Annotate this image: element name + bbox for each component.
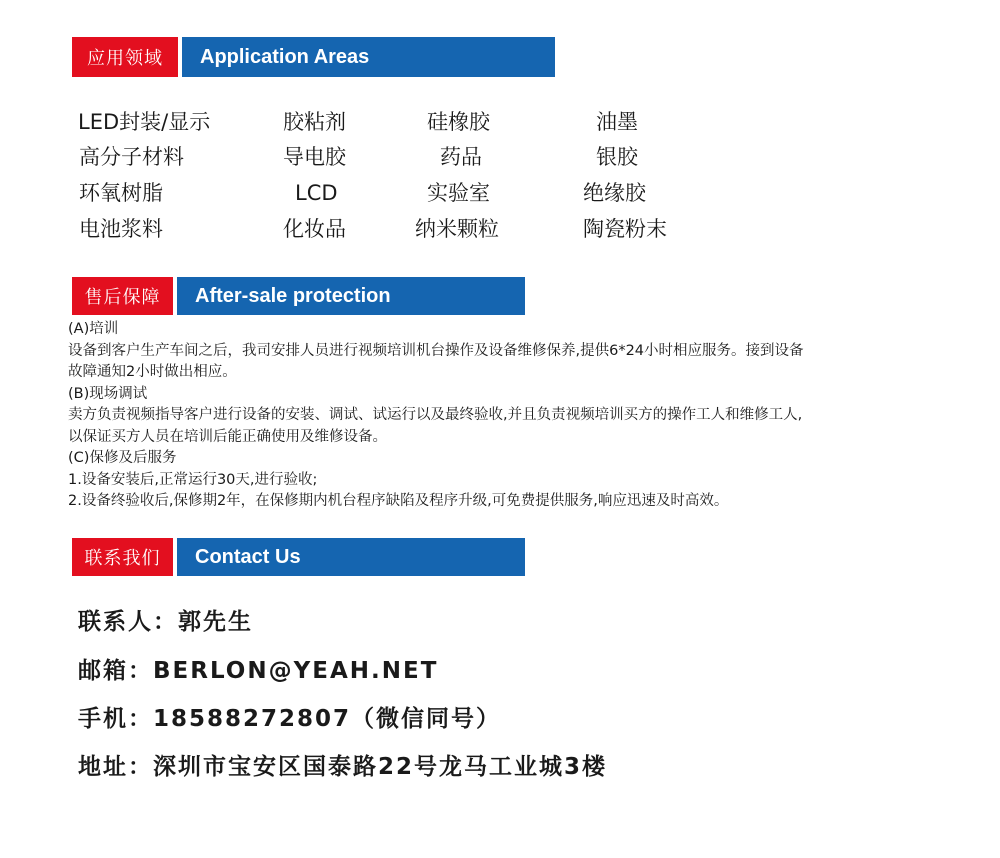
service-text-line: 设备到客户生产车间之后，我司安排人员进行视频培训机台操作及设备维修保养,提供6*24小时相应服务。接到设备 xyxy=(68,342,804,359)
contact-title-cn: 联系我们 xyxy=(72,538,173,576)
application-item: 银胶 xyxy=(596,145,638,169)
service-heading-training: (A)培训 xyxy=(68,321,119,337)
application-item: 胶粘剂 xyxy=(283,110,346,134)
application-item: 陶瓷粉末 xyxy=(583,217,667,241)
application-item: 油墨 xyxy=(596,110,638,134)
contact-person: 联系人：郭先生 xyxy=(78,609,253,635)
contact-title-en: Contact Us xyxy=(177,538,525,576)
after-sale-title-cn: 售后保障 xyxy=(72,277,173,315)
application-item: LED封装/显示 xyxy=(78,110,211,134)
service-text-line: 1.设备安装后,正常运行30天,进行验收; xyxy=(68,471,318,488)
service-text-line: 以保证买方人员在培训后能正确使用及维修设备。 xyxy=(68,428,387,445)
application-areas-header xyxy=(72,37,555,77)
after-sale-description xyxy=(68,319,968,513)
application-areas-title-en: Application Areas xyxy=(182,37,555,77)
application-item: 绝缘胶 xyxy=(583,181,646,205)
service-heading-warranty: (C)保修及后服务 xyxy=(68,450,177,466)
service-text-line: 卖方负责视频指导客户进行设备的安装、调试、试运行以及最终验收,并且负责视频培训买方的操作工人和维修工人, xyxy=(68,407,803,423)
application-item: 导电胶 xyxy=(283,145,346,169)
application-item: 化妆品 xyxy=(283,217,346,241)
application-item: 高分子材料 xyxy=(79,145,184,169)
application-item: LCD xyxy=(295,181,338,205)
application-item: 电池浆料 xyxy=(79,217,163,241)
application-areas-title-cn: 应用领域 xyxy=(72,37,178,77)
after-sale-title-en: After-sale protection xyxy=(177,277,525,315)
contact-phone: 手机：18588272807（微信同号） xyxy=(78,706,502,732)
after-sale-header xyxy=(72,277,525,315)
contact-header xyxy=(72,538,525,576)
application-item: 环氧树脂 xyxy=(79,181,163,205)
service-text-line: 故障通知2小时做出相应。 xyxy=(68,364,237,380)
application-item: 实验室 xyxy=(427,181,490,205)
contact-address: 地址：深圳市宝安区国泰路22号龙马工业城3楼 xyxy=(78,754,608,780)
application-item: 药品 xyxy=(440,145,482,169)
contact-email: 邮箱：BERLON@YEAH.NET xyxy=(78,658,439,684)
service-text-line: 2.设备终验收后,保修期2年，在保修期内机台程序缺陷及程序升级,可免费提供服务,响应迅速及时高效。 xyxy=(68,493,729,509)
service-heading-commissioning: (B)现场调试 xyxy=(68,385,148,402)
application-item: 纳米颗粒 xyxy=(415,217,499,241)
application-item: 硅橡胶 xyxy=(427,110,490,134)
